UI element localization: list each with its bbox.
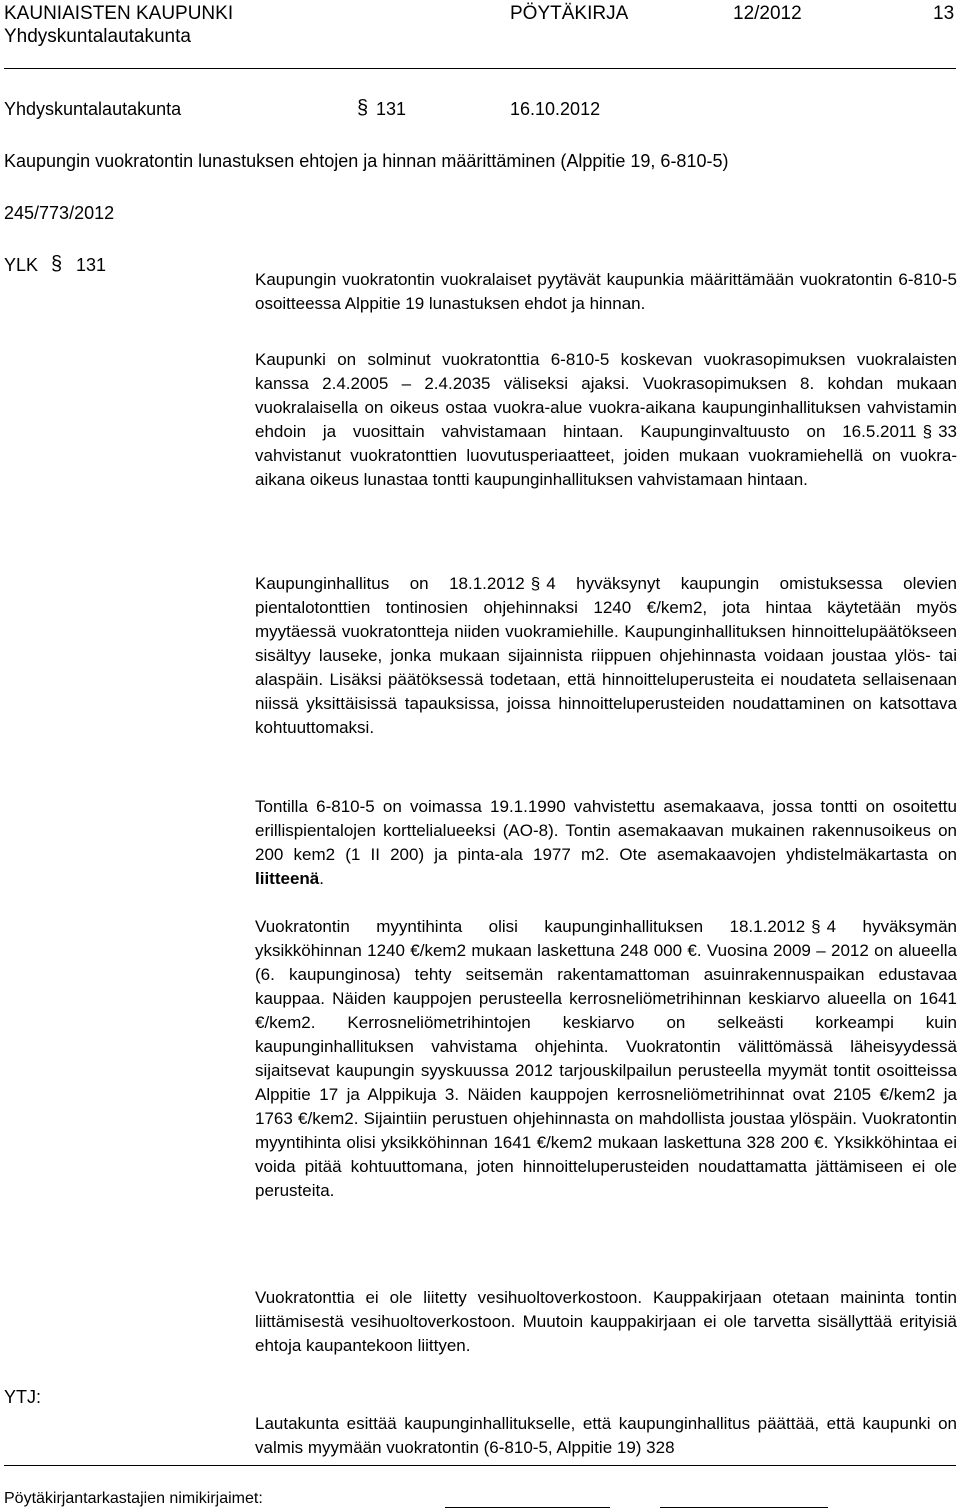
- paragraph-price-guideline: Kaupunginhallitus on 18.1.2012 § 4 hyväksynyt kaupungin omistuksessa olevien pientalotonttien tontinosien ohjehinnaksi 1240 €/kem2, jota hintaa käytetään myös myytäessä vuokratontteja niiden vuokramiehille. Kaupunginhallituksen hinnoittelupäätökseen sisältyy lauseke, jonka mukaan sijainnista riippuen ohjehinnasta voidaan joustaa ylös- tai alaspäin. Lisäksi päätöksessä todetaan, että hinnoitteluperusteita ei noudateta sellaisenaan niissä yksittäisissä tapauksissa, joissa hinnoitteluperusteiden noudattaminen on katsottava kohtuuttomaksi.: [255, 574, 957, 737]
- section-sign: §: [811, 917, 821, 936]
- signature-line-1: [445, 1507, 610, 1508]
- body-name: Yhdyskuntalautakunta: [4, 26, 191, 47]
- page-number: 13: [933, 3, 955, 24]
- item-title: Kaupungin vuokratontin lunastuksen ehtojen ja hinnan määrittäminen (Alppitie 19, 6-810-5): [4, 151, 729, 171]
- meeting-body: Yhdyskuntalautakunta: [4, 99, 182, 119]
- prep-section-sign: §: [51, 253, 63, 275]
- section-sign: §: [922, 422, 933, 441]
- prep-label: YLK: [4, 255, 39, 275]
- paragraph-water-network: Vuokratonttia ei ole liitetty vesihuoltoverkostoon. Kauppakirjaan otetaan maininta tontin liittämisestä vesihuoltoverkostoon. Muutoin kauppakirjaan ei ole tarvetta sisällyttää erityisiä ehtoja kaupantekoon liittyen.: [255, 1288, 957, 1355]
- doc-number: 12/2012: [733, 3, 802, 24]
- paragraph-proposal: Lautakunta esittää kaupunginhallitukselle, että kaupunginhallitus päättää, että kaupunki on valmis myymään vuokratontin (6-810-5, Alppitie 19) 328: [255, 1414, 957, 1457]
- prep-section-number: 131: [76, 255, 107, 275]
- doc-type: PÖYTÄKIRJA: [510, 3, 629, 24]
- section-number: 131: [376, 99, 407, 119]
- attachment-reference: liitteenä: [255, 869, 320, 888]
- paragraph-lease-agreement: Kaupunki on solminut vuokratonttia 6-810-5 koskevan vuokrasopimuksen vuokralaisten kanssa 2.4.2005 – 2.4.2035 väliseksi ajaksi. Vuokrasopimuksen 8. kohdan mukaan vuokralaisella on oikeus ostaa vuokra-alue vuokra-aikana kaupunginhallituksen vahvistamin ehdoin ja vuosittain vahvistamaan hintaan. Kaupunginvaltuusto on 16.5.2011 § 33 vahvistanut vuokratonttien luovutusperiaatteet, joiden mukaan vuokramiehellä on vuokra-aikana oikeus lunastaa tontti kaupunginhallituksen vahvistamaan hintaan.: [255, 350, 957, 489]
- case-number: 245/773/2012: [4, 203, 115, 223]
- meeting-date: 16.10.2012: [510, 99, 601, 119]
- signatures-label: Pöytäkirjantarkastajien nimikirjaimet:: [4, 1490, 263, 1507]
- ytj-label: YTJ:: [4, 1387, 42, 1407]
- section-sign: §: [357, 97, 369, 119]
- paragraph-sale-price: Vuokratontin myyntihinta olisi kaupunginhallituksen 18.1.2012 § 4 hyväksymän yksikköhinnan 1240 €/kem2 mukaan laskettuna 248 000 €. Vuosina 2009 – 2012 on alueella (6. kaupunginosa) tehty seitsemän rakentamattoman asuinrakennuspaikan edustavaa kauppaa. Näiden kauppojen perusteella kerrosneliömetrihinnan keskiarvo alueella on 1641 €/kem2. Kerrosneliömetrihintojen keskiarvo on selkeästi korkeampi kuin kaupunginhallituksen vahvistama ohjehinta. Vuokratontin välittömässä läheisyydessä sijaitsevat kaupungin syyskuussa 2012 tarjouskilpailun perusteella myymät tontit osoitteissa Alppitie 17 ja Alppikuja 3. Näiden kauppojen kerrosneliömetrihinnat ovat 2105 €/kem2 ja 1763 €/kem2. Sijaintiin perustuen ohjehinnasta on mahdollista joustaa ylöspäin. Vuokratontin myyntihinta olisi yksikköhinnan 1641 €/kem2 mukaan laskettuna 328 200 €. Yksikköhintaa ei voida pitää kohtuuttomana, joten hinnoitteluperusteiden noudattamatta jättämiseen ei ole perusteita.: [255, 917, 957, 1200]
- org-name: KAUNIAISTEN KAUPUNKI: [4, 3, 234, 24]
- paragraph-request: Kaupungin vuokratontin vuokralaiset pyytävät kaupunkia määrittämään vuokratontin 6-810-5 osoitteessa Alppitie 19 lunastuksen ehdot ja hinnan.: [255, 270, 957, 313]
- signature-line-2: [660, 1507, 828, 1508]
- paragraph-zoning: Tontilla 6-810-5 on voimassa 19.1.1990 vahvistettu asemakaava, jossa tontti on osoitettu erillispientalojen korttelialueeksi (AO-8). Tontin asemakaavan mukainen rakennusoikeus on 200 kem2 (1 II 200) ja pinta-ala 1977 m2. Ote asemakaavojen yhdistelmäkartasta on liitteenä.: [255, 797, 957, 888]
- section-sign: §: [530, 574, 541, 593]
- header-rule: [4, 68, 956, 69]
- footer-rule: [4, 1465, 956, 1466]
